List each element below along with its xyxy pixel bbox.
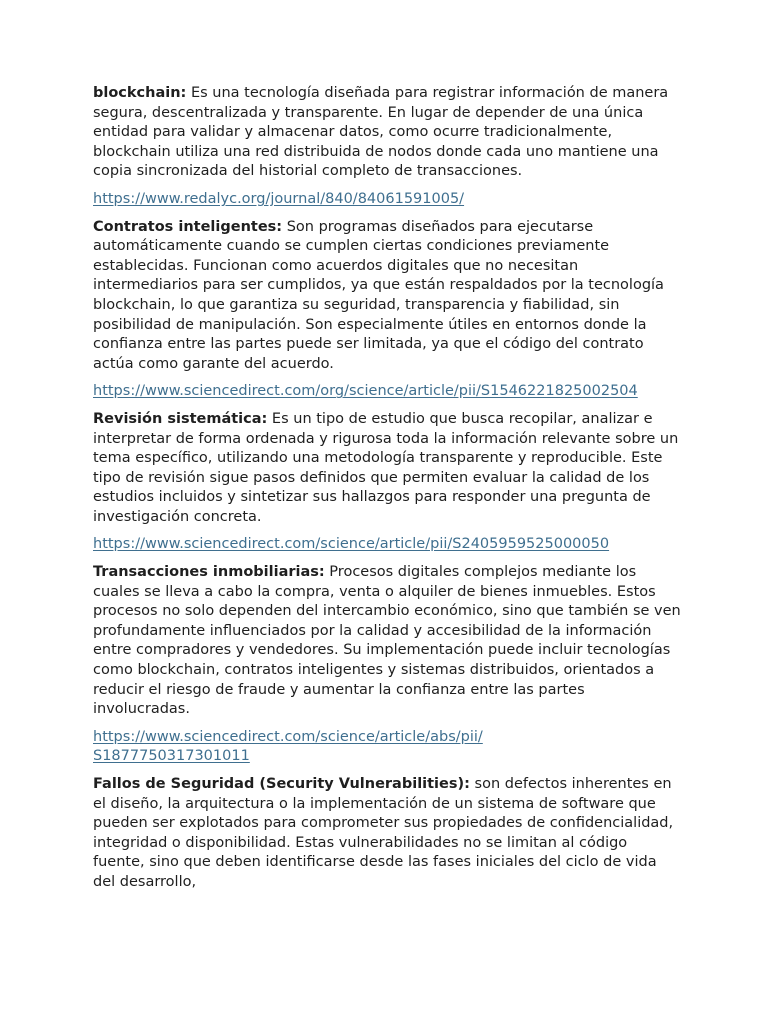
reference-link[interactable] [93, 535, 688, 555]
definition-contratos-inteligentes [93, 218, 683, 375]
definition-text: Son programas diseñados para ejecutarse automáticamente cuando se cumplen ciertas condiciones previamente establecidas. Funcionan como acuerdos digitales que no necesitan intermediarios para ser cumplidos, ya que están respaldados por la tecnología blockchain, lo que garantiza su seguridad, transparencia y fiabilidad, sin posibilidad de manipulación. Son especialmente útiles en entornos donde la confianza entre las partes puede ser limitada, ya que el código del contrato actúa como garante del acuerdo. [93, 218, 664, 372]
definition-blockchain [93, 84, 683, 182]
definition-transacciones-inmobiliarias [93, 563, 683, 720]
reference-link[interactable] [93, 190, 688, 210]
definition-text: son defectos inherentes en el diseño, la arquitectura o la implementación de un sistema de software que pueden ser explotados para comprometer sus propiedades de confidencialidad, integridad o disponibilidad. Estas vulnerabilidades no se limitan al código fuente, sino que deben identificarse desde las fases iniciales del ciclo de vida del desarrollo, [93, 776, 674, 890]
definition-revision-sistematica [93, 410, 683, 528]
reference-link-line[interactable]: https://www.sciencedirect.com/org/science/article/pii/S1546221825002504 [93, 383, 638, 400]
reference-link-line[interactable]: https://www.sciencedirect.com/science/article/abs/pii/ [93, 728, 483, 745]
reference-link-line[interactable]: https://www.redalyc.org/journal/840/84061591005/ [93, 190, 465, 207]
definition-fallos-de-seguridad [93, 775, 683, 893]
reference-link[interactable] [93, 382, 688, 402]
term-label: Transacciones inmobiliarias: [93, 564, 325, 581]
definition-text: Procesos digitales complejos mediante los cuales se lleva a cabo la compra, venta o alquiler de bienes inmuebles. Estos procesos no solo dependen del intercambio económico, sino que también se ven profundamente influenciados por la calidad y accesibilidad de la información entre compradores y vendedores. Su implementación puede incluir tecnologías como blockchain, contratos inteligentes y sistemas distribuidos, orientados a reducir el riesgo de fraude y aumentar la confianza entre las partes involucradas. [93, 564, 681, 718]
term-label: Revisión sistemática: [93, 410, 268, 427]
term-label: blockchain: [93, 85, 187, 101]
document-page [93, 84, 683, 901]
term-label: Fallos de Seguridad (Security Vulnerabilities): [93, 776, 470, 792]
definition-text: Es una tecnología diseñada para registrar información de manera segura, descentralizada y transparente. En lugar de depender de una única entidad para validar y almacenar datos, como ocurre tradicionalmente, blockchain utiliza una red distribuida de nodos donde cada uno mantiene una copia sincronizada del historial completo de transacciones. [93, 85, 669, 180]
term-label: Contratos inteligentes: [93, 218, 283, 235]
reference-link[interactable] [93, 728, 688, 767]
reference-link-line[interactable]: S1877750317301011 [93, 748, 250, 765]
definition-text: Es un tipo de estudio que busca recopilar, analizar e interpretar de forma ordenada y rigurosa toda la información relevante sobre un tema específico, utilizando una metodología transparente y reproducible. Este tipo de revisión sigue pasos definidos que permiten evaluar la calidad de los estudios incluidos y sintetizar sus hallazgos para responder una pregunta de investigación concreta. [93, 410, 679, 525]
reference-link-line[interactable]: https://www.sciencedirect.com/science/article/pii/S2405959525000050 [93, 536, 610, 553]
